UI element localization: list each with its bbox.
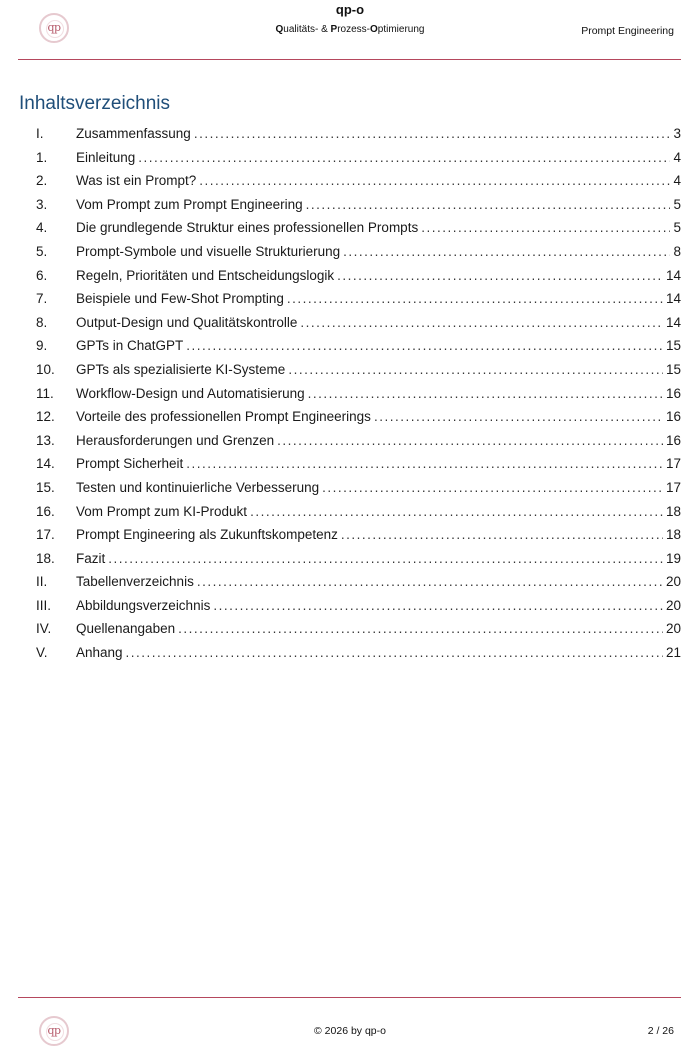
toc-entry[interactable] [36,574,681,598]
toc-entry-number: 10. [36,361,55,377]
toc-entry[interactable] [36,621,681,645]
toc-dot-leader [250,504,663,519]
toc-entry-title[interactable]: Tabellenverzeichnis [76,574,194,590]
toc-entry-number: II. [36,574,48,590]
toc-entry-page[interactable]: 4 [673,173,681,189]
toc-entry-page[interactable]: 14 [665,291,681,307]
toc-entry-page[interactable]: 8 [673,243,681,259]
header-divider [18,59,681,60]
toc-title: Inhaltsverzeichnis [19,93,171,114]
toc-entry-page[interactable]: 21 [665,645,681,661]
toc-dot-leader [126,645,663,660]
toc-entry-page[interactable]: 18 [665,527,681,543]
tagline-initial: Q [275,24,284,35]
toc-list [36,126,681,669]
toc-entry[interactable] [36,220,681,244]
toc-entry-title[interactable]: GPTs als spezialisierte KI-Systeme [76,361,286,377]
toc-entry-title[interactable]: Testen und kontinuierliche Verbesserung [76,479,320,495]
tagline-text: ualitäts- & [283,24,331,35]
toc-entry[interactable] [36,126,681,150]
toc-entry-title[interactable]: Vorteile des professionellen Prompt Engineerings [76,409,371,425]
toc-entry-number: 9. [36,338,48,354]
toc-entry-page[interactable]: 20 [665,621,681,637]
toc-entry-title[interactable]: Workflow-Design und Automatisierung [76,385,305,401]
toc-entry[interactable] [36,291,681,315]
toc-entry-number: 18. [36,550,55,566]
toc-entry-title[interactable]: Regeln, Prioritäten und Entscheidungslogik [76,267,335,283]
toc-entry[interactable] [36,504,681,528]
toc-entry-number: 12. [36,409,55,425]
toc-entry-page[interactable]: 3 [673,126,681,141]
toc-entry-page[interactable]: 5 [673,196,681,212]
toc-entry-title[interactable]: Abbildungsverzeichnis [76,597,211,613]
toc-dot-leader [343,244,670,259]
toc-dot-leader [374,409,663,424]
toc-entry-number: V. [36,645,48,661]
toc-entry-number: 13. [36,432,55,448]
toc-entry-page[interactable]: 5 [673,220,681,236]
toc-dot-leader [337,268,663,283]
toc-entry-title[interactable]: Einleitung [76,149,136,165]
toc-dot-leader [197,574,663,589]
toc-entry-page[interactable]: 14 [665,314,681,330]
toc-entry-page[interactable]: 17 [665,479,681,495]
copyright-notice: © 2026 by qp-o [314,1025,386,1037]
toc-entry-number: IV. [36,621,52,637]
toc-entry-title[interactable]: Vom Prompt zum Prompt Engineering [76,196,303,212]
toc-dot-leader [194,126,671,141]
toc-dot-leader [322,480,663,495]
toc-dot-leader [308,386,663,401]
toc-entry-title[interactable]: Prompt-Symbole und visuelle Strukturierung [76,243,341,259]
toc-entry-page[interactable]: 14 [665,267,681,283]
toc-entry-title[interactable]: Prompt Engineering als Zukunftskompetenz [76,527,338,543]
toc-entry-number: 15. [36,479,55,495]
toc-entry[interactable] [36,456,681,480]
toc-entry-number: 16. [36,503,55,519]
toc-entry-page[interactable]: 20 [665,574,681,590]
toc-entry-page[interactable]: 15 [665,361,681,377]
toc-dot-leader [213,598,663,613]
toc-dot-leader [288,362,663,377]
toc-entry[interactable] [36,598,681,622]
toc-entry[interactable] [36,362,681,386]
toc-entry-title[interactable]: GPTs in ChatGPT [76,338,184,354]
toc-entry-title[interactable]: Herausforderungen und Grenzen [76,432,275,448]
toc-entry-number: I. [36,126,44,141]
toc-entry-number: 11. [36,385,54,401]
toc-dot-leader [186,456,663,471]
tagline-text: ptimierung [377,24,425,35]
toc-entry-number: 5. [36,243,48,259]
footer-logo [39,1016,69,1046]
toc-entry-number: 17. [36,527,55,543]
toc-entry[interactable] [36,150,681,174]
brand-logo [39,13,69,43]
toc-entry[interactable] [36,338,681,362]
toc-entry[interactable] [36,268,681,292]
toc-entry-title[interactable]: Die grundlegende Struktur eines professionellen Prompts [76,220,419,236]
toc-entry-page[interactable]: 19 [665,550,681,566]
page-indicator: 2 / 26 [647,1025,674,1037]
toc-dot-leader [300,315,663,330]
brand-tagline [260,24,440,35]
toc-entry-number: 14. [36,456,55,472]
toc-entry-title[interactable]: Fazit [76,550,106,566]
toc-entry-number: 6. [36,267,48,283]
toc-entry-number: 7. [36,291,48,307]
toc-entry[interactable] [36,527,681,551]
toc-entry-page[interactable]: 17 [665,456,681,472]
tagline-initial: P [330,24,338,35]
brand-name: qp-o [335,2,365,17]
toc-entry-number: 8. [36,314,48,330]
toc-dot-leader [277,433,663,448]
toc-dot-leader [306,197,671,212]
tagline-initial: O [370,24,378,35]
toc-entry-title[interactable]: Prompt Sicherheit [76,456,184,472]
logo-text: qp [47,1024,61,1037]
toc-entry-number: III. [36,597,52,613]
toc-entry-number: 2. [36,173,48,189]
toc-entry[interactable] [36,315,681,339]
toc-entry-title[interactable]: Vom Prompt zum KI-Produkt [76,503,248,519]
toc-entry[interactable] [36,173,681,197]
toc-dot-leader [287,291,663,306]
toc-entry[interactable] [36,386,681,410]
toc-dot-leader [138,150,670,165]
toc-entry-page[interactable]: 15 [665,338,681,354]
footer-divider [18,997,681,998]
toc-entry[interactable] [36,244,681,268]
toc-entry[interactable] [36,433,681,457]
toc-entry[interactable] [36,409,681,433]
tagline-text: rozess- [337,24,370,35]
toc-dot-leader [421,220,670,235]
document-topic: Prompt Engineering [581,25,674,37]
toc-dot-leader [108,551,663,566]
toc-entry-page[interactable]: 20 [665,597,681,613]
toc-entry-page[interactable]: 16 [665,409,681,425]
toc-dot-leader [341,527,663,542]
toc-entry-title[interactable]: Zusammenfassung [76,126,191,141]
logo-text: qp [47,21,61,34]
toc-entry-title[interactable]: Was ist ein Prompt? [76,173,197,189]
toc-entry-title[interactable]: Anhang [76,645,123,661]
toc-entry[interactable] [36,551,681,575]
toc-entry-number: 4. [36,220,48,236]
toc-dot-leader [186,338,663,353]
toc-dot-leader [199,173,670,188]
toc-entry-title[interactable]: Quellenangaben [76,621,176,637]
toc-entry[interactable] [36,645,681,669]
toc-entry-page[interactable]: 16 [665,432,681,448]
toc-entry[interactable] [36,480,681,504]
toc-entry-page[interactable]: 18 [665,503,681,519]
toc-entry-title[interactable]: Output-Design und Qualitätskontrolle [76,314,298,330]
toc-entry-page[interactable]: 4 [673,149,681,165]
toc-entry-number: 3. [36,196,48,212]
toc-entry[interactable] [36,197,681,221]
toc-entry-page[interactable]: 16 [665,385,681,401]
toc-entry-number: 1. [36,149,48,165]
toc-dot-leader [178,621,663,636]
toc-entry-title[interactable]: Beispiele und Few-Shot Prompting [76,291,284,307]
